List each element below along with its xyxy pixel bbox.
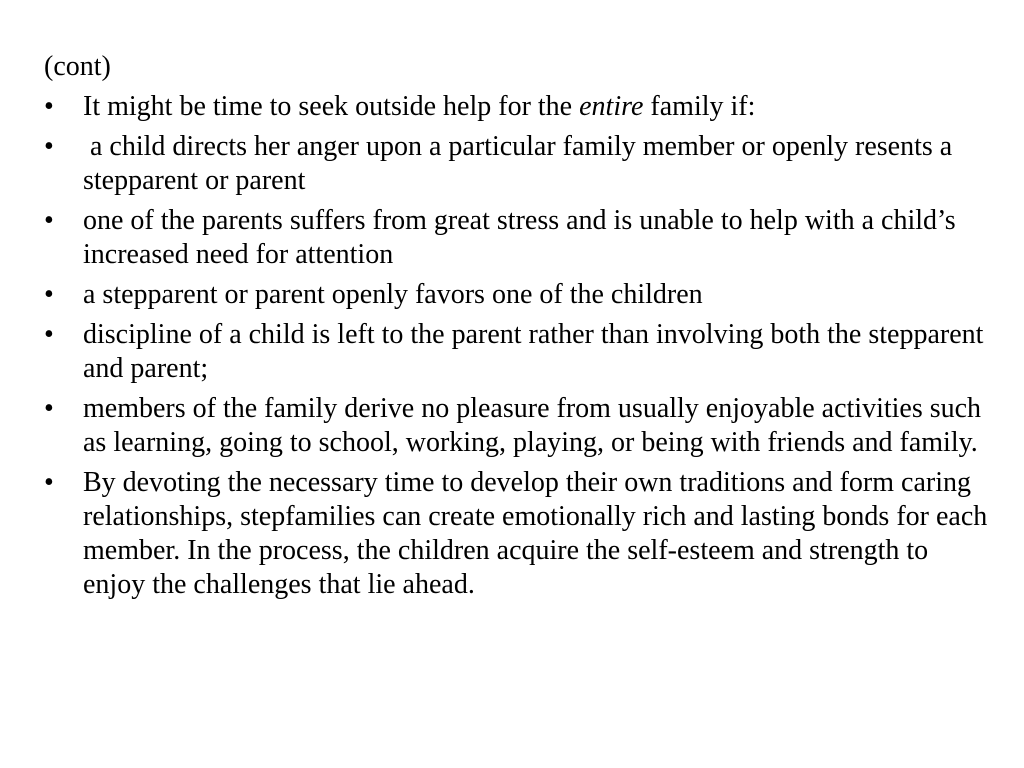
bullet-item — [44, 466, 989, 602]
bullet-text: By devoting the necessary time to develop their own traditions and form caring relationships, stepfamilies can create emotionally rich and lasting bonds for each member. In the process, the children acquire the self-esteem and strength to enjoy the challenges that lie ahead. — [83, 467, 988, 600]
bullet-item — [44, 130, 989, 198]
bullet-icon: • — [44, 91, 54, 122]
bullet-item — [44, 278, 989, 312]
intro-text-emphasis: entire — [579, 91, 644, 122]
bullet-item-intro — [44, 90, 989, 124]
continuation-label: (cont) — [44, 51, 111, 82]
bullet-text: members of the family derive no pleasure from usually enjoyable activities such as learning, going to school, working, playing, or being with friends and family. — [83, 393, 982, 458]
bullet-text: discipline of a child is left to the parent rather than involving both the stepparent and parent; — [83, 319, 984, 384]
intro-text-before: It might be time to seek outside help for the — [83, 91, 580, 122]
slide-content — [44, 50, 989, 608]
bullet-item — [44, 392, 989, 460]
bullet-list — [44, 90, 989, 602]
bullet-text: one of the parents suffers from great stress and is unable to help with a child’s increased need for attention — [83, 205, 956, 270]
bullet-text: a child directs her anger upon a particular family member or openly resents a stepparent or parent — [83, 131, 960, 196]
bullet-icon: • — [44, 319, 54, 350]
bullet-item — [44, 318, 989, 386]
bullet-icon: • — [44, 467, 54, 498]
bullet-icon: • — [44, 393, 54, 424]
bullet-icon: • — [44, 279, 54, 310]
intro-text-after: family if: — [643, 91, 756, 122]
bullet-item — [44, 204, 989, 272]
bullet-icon: • — [44, 205, 54, 236]
bullet-text: a stepparent or parent openly favors one of the children — [83, 279, 703, 310]
bullet-icon: • — [44, 131, 54, 162]
